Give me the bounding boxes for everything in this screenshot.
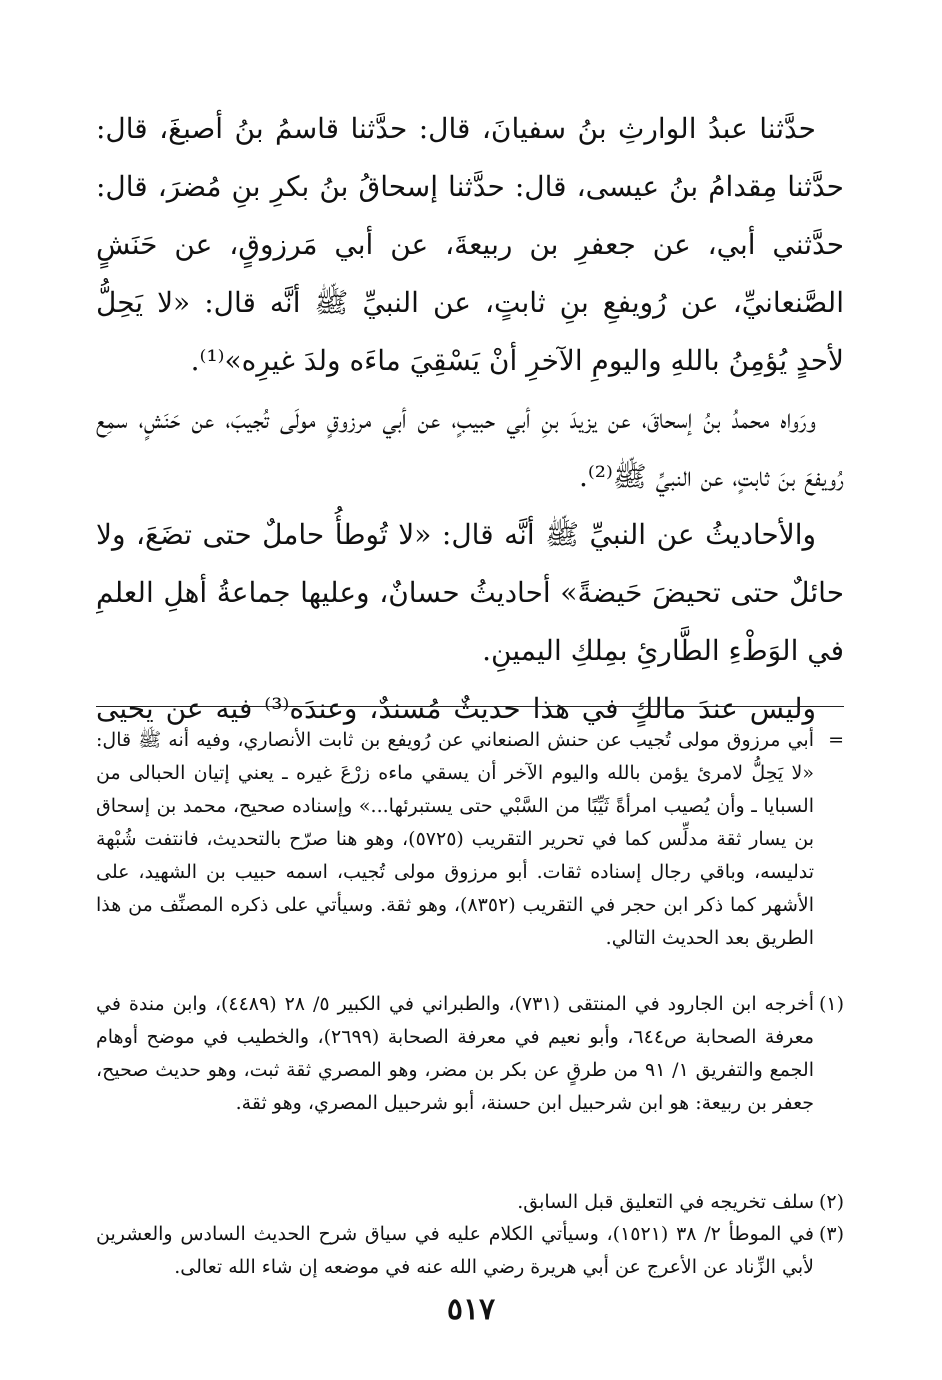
- footnote-1: [96, 988, 844, 1186]
- footnote-marker: (١): [818, 993, 844, 1015]
- footnote-text: في الموطأ ٢/ ٣٨ (١٥٢١)، وسيأتي الكلام عليه في سياق شرح الحديث السادس والعشرين لأبي الزِّناد عن الأعرج عن أبي هريرة رضي الله عنه في موضعه إن شاء الله تعالى.: [96, 1223, 814, 1278]
- main-paragraph: وليس عندَ مالكٍ في هذا حديثٌ مُسندٌ، وعندَه⁽³⁾ فيه عن يحيى: [96, 692, 816, 725]
- footnote-marker: (٢): [818, 1191, 844, 1213]
- footnote-continuation: [96, 724, 844, 988]
- page-number: ٥١٧: [446, 1292, 496, 1327]
- footnotes-section: [96, 724, 844, 1284]
- main-paragraph: والأحاديثُ عن النبيِّ ﷺ أنَّه قال: «لا تُوطأُ حاملٌ حتى تضَعَ، ولا حائلٌ حتى تحيضَ حَيضةً» أحاديثُ حسانٌ، وعليها جماعةُ أهلِ العلمِ في الوَطْءِ الطَّارئِ بمِلكِ اليمينِ.: [96, 518, 844, 667]
- main-text-body: [96, 100, 844, 738]
- footnote-text: سلف تخريجه في التعليق قبل السابق.: [517, 1191, 814, 1213]
- footnote-separator: [96, 706, 844, 707]
- footnote-text: أخرجه ابن الجارود في المنتقى (٧٣١)، والطبراني في الكبير ٥/ ٢٨ (٤٤٨٩)، وابن مندة في معرفة الصحابة ص٦٤٤، وأبو نعيم في معرفة الصحابة (٢٦٩٩)، والخطيب في موضح أوهام الجمع والتفريق ١/ ٩١ من طرقٍ عن بكر بن مضر، وهو المصري ثقة ثبت، وهو حديث صحيح، جعفر بن ربيعة: هو ابن شرحبيل ابن حسنة، أبو شرحبيل المصري، وهو ثقة.: [96, 993, 815, 1114]
- footnote-2: [96, 1186, 844, 1218]
- footnote-marker: =: [828, 729, 844, 751]
- footnote-text: أبي مرزوق مولى تُجيب عن حنش الصنعاني عن رُويفع بن ثابت الأنصاري، وفيه أنه ﷺ قال: «لا يَحِلُّ لامرئ يؤمن بالله واليوم الآخر أن يسقي ماءه زرْعَ غيره ـ يعني إتيان الحبالى من السبايا ـ وأن يُصيب امرأةً ثَيِّبًا من السَّبْي حتى يستبرئها...» وإسناده صحيح، محمد بن إسحاق بن يسار ثقة مدلِّس كما في تحرير التقريب (٥٧٢٥)، وهو هنا صرّح بالتحديث، فانتفت شُبْهة تدليسه، وباقي رجال إسناده ثقات. أبو مرزوق مولى تُجيب، اسمه حبيب بن الشهيد، على الأشهر كما ذكر ابن حجر في التقريب (٨٣٥٢)، وهو ثقة. وسيأتي على ذكره المصنِّف من هذا الطريق بعد الحديث التالي.: [96, 729, 814, 949]
- main-paragraph: حدَّثنا عبدُ الوارثِ بنُ سفيانَ، قال: حدَّثنا قاسمُ بنُ أصبغَ، قال: حدَّثنا مِقدامُ بنُ عيسى، قال: حدَّثنا إسحاقُ بنُ بكرِ بنِ مُضرَ، قال: حدَّثني أبي، عن جعفرِ بن ربيعةَ، عن أبي مَرزوقٍ، عن حَنَشٍ الصَّنعانيِّ، عن رُويفعِ بنِ ثابتٍ، عن النبيِّ ﷺ أنَّه قال: «لا يَحِلُّ لأحدٍ يُؤمِنُ باللهِ واليومِ الآخرِ أنْ يَسْقِيَ ماءَه ولدَ غيرِه»⁽¹⁾.: [96, 112, 844, 377]
- main-paragraph: ورَواه محمدُ بنُ إسحاقَ، عن يزيدَ بنِ أبي حبيبٍ، عن أبي مرزوقٍ مولَى تُجيبَ، عن حَنَشٍ، سمِع رُويفعَ بنَ ثابتٍ، عن النبيِّ ﷺ⁽²⁾.: [96, 402, 844, 493]
- footnote-marker: (٣): [818, 1223, 844, 1245]
- footnote-3: [96, 1218, 844, 1284]
